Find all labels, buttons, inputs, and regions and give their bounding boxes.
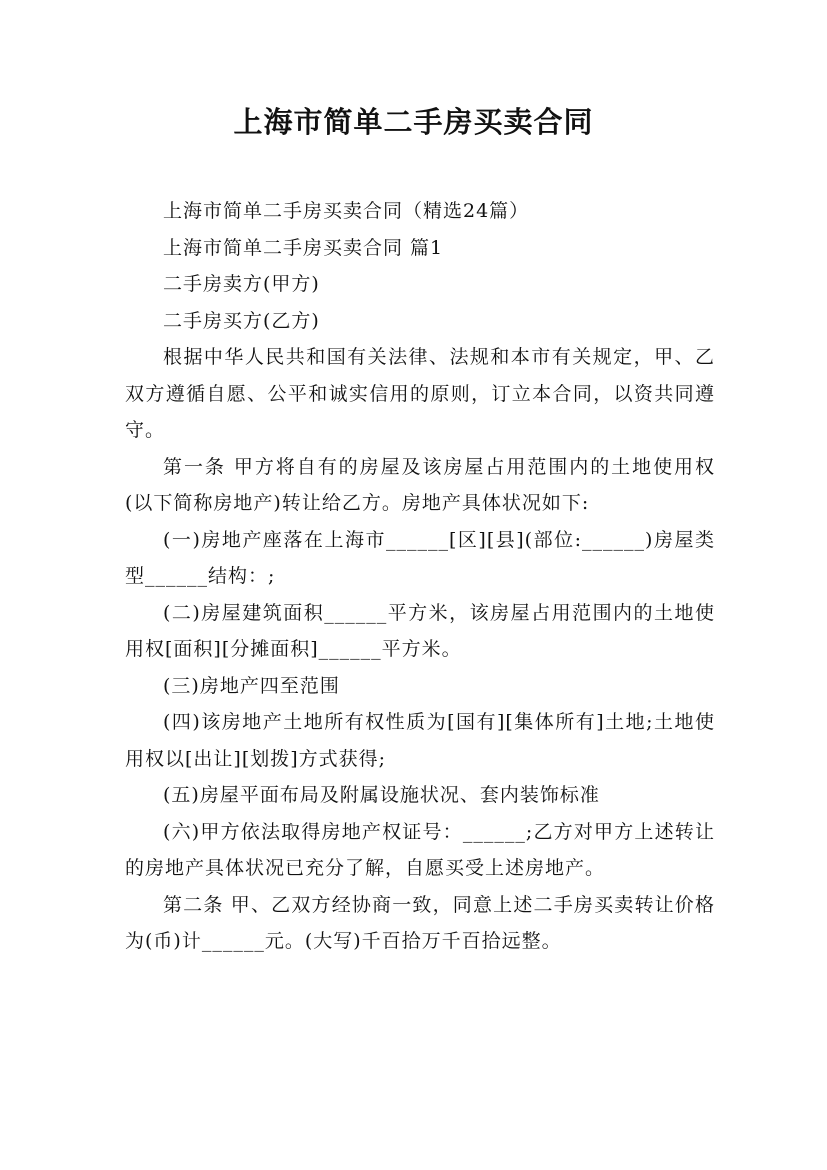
paragraph-item-3: (三)房地产四至范围 bbox=[163, 674, 340, 697]
paragraph-item-2: (二)房屋建筑面积______平方米，该房屋占用范围内的土地使用权[面积][分摊面积]______平方米。 bbox=[125, 601, 715, 660]
paragraph-buyer: 二手房买方(乙方) bbox=[163, 309, 320, 332]
paragraph-section-heading: 上海市简单二手房买卖合同 篇1 bbox=[163, 236, 444, 259]
paragraph-item-6: (六)甲方依法取得房地产权证号：______;乙方对甲方上述转让的房地产具体状况已充分了解，自愿买受上述房地产。 bbox=[125, 820, 715, 879]
paragraph-seller: 二手房卖方(甲方) bbox=[163, 273, 320, 295]
paragraph-preamble: 根据中华人民共和国有关法律、法规和本市有关规定，甲、乙双方遵循自愿、公平和诚实信用的原则，订立本合同，以资共同遵守。 bbox=[125, 346, 715, 441]
paragraph-subtitle: 上海市简单二手房买卖合同（精选24篇） bbox=[163, 200, 530, 222]
paragraph-item-4: (四)该房地产土地所有权性质为[国有][集体所有]土地;土地使用权以[出让][划拨]方式获得; bbox=[125, 711, 715, 770]
document-title: 上海市简单二手房买卖合同 bbox=[233, 105, 594, 139]
paragraph-article-2: 第二条 甲、乙双方经协商一致，同意上述二手房买卖转让价格为(币)计______元。(大写)千百拾万千百拾远整。 bbox=[125, 893, 715, 952]
paragraph-item-1: (一)房地产座落在上海市______[区][县](部位:______)房屋类型______结构：; bbox=[125, 528, 715, 587]
document-body bbox=[125, 193, 715, 960]
paragraph-item-5: (五)房屋平面布局及附属设施状况、套内装饰标准 bbox=[163, 784, 600, 806]
paragraph-article-1: 第一条 甲方将自有的房屋及该房屋占用范围内的土地使用权(以下简称房地产)转让给乙方。房地产具体状况如下: bbox=[125, 455, 715, 514]
